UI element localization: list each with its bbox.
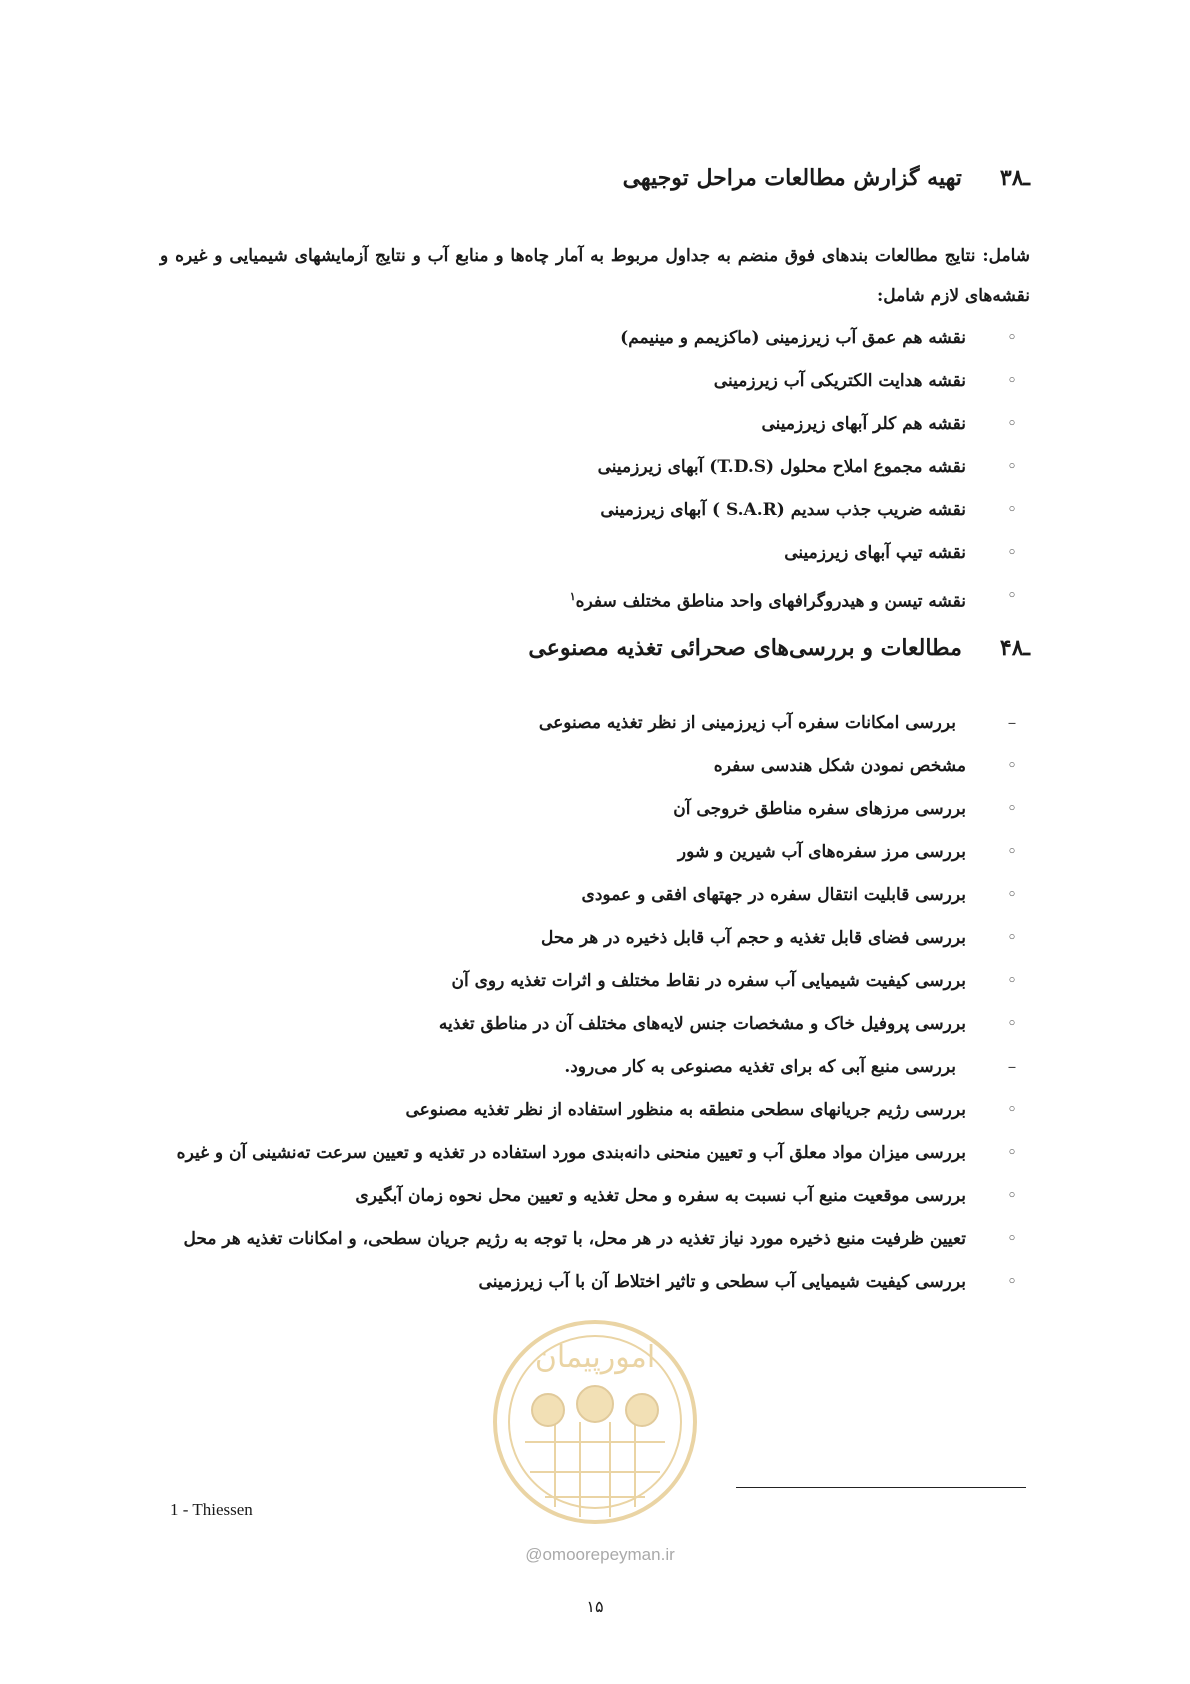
bullet-circle-icon: ◦: [1006, 799, 1018, 819]
section-4-8-heading: [160, 628, 1030, 668]
list-item: ◦ بررسی کیفیت شیمیایی آب سفره در نقاط مختلف و اثرات تغذیه روی آن: [160, 960, 1030, 1003]
list-item: ◦ بررسی مرز سفره‌های آب شیرین و شور: [160, 831, 1030, 874]
bullet-dash-icon: –: [1007, 1057, 1017, 1077]
list-item: ◦ نقشه ضریب جذب سدیم (S.A.R ) آبهای زیرزمینی: [160, 489, 1030, 532]
bullet-circle-icon: ◦: [1006, 371, 1018, 391]
bullet-circle-icon: ◦: [1006, 457, 1018, 477]
list-item: ◦ بررسی رژیم جریانهای سطحی منطقه به منظور استفاده از نظر تغذیه مصنوعی: [160, 1089, 1030, 1132]
bullet-circle-icon: ◦: [1006, 414, 1018, 434]
bullet-circle-icon: ◦: [1006, 928, 1018, 948]
footnote-marker: ۱: [569, 590, 576, 603]
list-item: ◦ بررسی کیفیت شیمیایی آب سطحی و تاثیر اختلاط آن با آب زیرزمینی: [160, 1261, 1030, 1304]
section-3-8-list: [160, 317, 1030, 624]
section-number: ۳ـ۸: [999, 165, 1030, 191]
list-item: – بررسی امکانات سفره آب زیرزمینی از نظر تغذیه مصنوعی: [160, 702, 1030, 745]
bullet-circle-icon: ◦: [1006, 756, 1018, 776]
bullet-circle-icon: ◦: [1006, 500, 1018, 520]
list-item: ◦ بررسی پروفیل خاک و مشخصات جنس لایه‌های مختلف آن در مناطق تغذیه: [160, 1003, 1030, 1046]
bullet-circle-icon: ◦: [1006, 586, 1018, 606]
section-title: تهیه گزارش مطالعات مراحل توجیهی: [622, 165, 962, 191]
bullet-circle-icon: ◦: [1006, 328, 1018, 348]
list-item: ◦ بررسی میزان مواد معلق آب و تعیین منحنی دانه‌بندی مورد استفاده در تغذیه و تعیین سرعت ته‌نشینی آن و غیره: [160, 1132, 1030, 1175]
list-item: ◦ نقشه هدایت الکتریکی آب زیرزمینی: [160, 360, 1030, 403]
list-item: ◦ بررسی مرزهای سفره مناطق خروجی آن: [160, 788, 1030, 831]
watermark-site: @omoorepeyman.ir: [525, 1545, 675, 1564]
bullet-circle-icon: ◦: [1006, 971, 1018, 991]
section-title: مطالعات و بررسی‌های صحرائی تغذیه مصنوعی: [528, 635, 962, 661]
bullet-circle-icon: ◦: [1006, 543, 1018, 563]
watermark-text: امورپیمان: [534, 1340, 656, 1375]
section-number: ۴ـ۸: [999, 635, 1030, 661]
section-3-8-intro: شامل: نتایج مطالعات بندهای فوق منضم به جداول مربوط به آمار چاه‌ها و منابع آب و نتایج آزمایشهای شیمیایی و غیره و نقشه‌های لازم شامل:: [160, 246, 1030, 306]
bullet-circle-icon: ◦: [1006, 1143, 1018, 1163]
bullet-circle-icon: ◦: [1006, 1100, 1018, 1120]
list-item: ◦ بررسی قابلیت انتقال سفره در جهتهای افقی و عمودی: [160, 874, 1030, 917]
list-item: ◦ نقشه مجموع املاح محلول (T.D.S) آبهای زیرزمینی: [160, 446, 1030, 489]
list-item: ◦ نقشه تیسن و هیدروگرافهای واحد مناطق مختلف سفره$^۱$: [160, 575, 1030, 624]
section-4-8-list: [160, 702, 1030, 1304]
list-item: ◦ نقشه هم عمق آب زیرزمینی (ماکزیمم و مینیمم): [160, 317, 1030, 360]
section-3-8-heading: [160, 158, 1030, 198]
footnote-divider: [736, 1487, 1026, 1488]
bullet-circle-icon: ◦: [1006, 842, 1018, 862]
list-item: ◦ نقشه هم کلر آبهای زیرزمینی: [160, 403, 1030, 446]
watermark-logo: [480, 1292, 710, 1552]
list-item: ◦ بررسی فضای قابل تغذیه و حجم آب قابل ذخیره در هر محل: [160, 917, 1030, 960]
list-item: – بررسی منبع آبی که برای تغذیه مصنوعی به کار می‌رود.: [160, 1046, 1030, 1089]
page-number: ۱۵: [586, 1597, 604, 1616]
list-item: ◦ تعیین ظرفیت منبع ذخیره مورد نیاز تغذیه در هر محل، با توجه به رژیم جریان سطحی، و امکانات تغذیه هر محل: [160, 1218, 1030, 1261]
list-item: ◦ مشخص نمودن شکل هندسی سفره: [160, 745, 1030, 788]
bullet-circle-icon: ◦: [1006, 1229, 1018, 1249]
footnote: 1 - Thiessen: [170, 1500, 253, 1519]
list-item: ◦ بررسی موقعیت منبع آب نسبت به سفره و محل تغذیه و تعیین محل نحوه زمان آبگیری: [160, 1175, 1030, 1218]
bullet-circle-icon: ◦: [1006, 1014, 1018, 1034]
bullet-dash-icon: –: [1007, 713, 1017, 733]
list-item: ◦ نقشه تیپ آبهای زیرزمینی: [160, 532, 1030, 575]
bullet-circle-icon: ◦: [1006, 1272, 1018, 1292]
bullet-circle-icon: ◦: [1006, 885, 1018, 905]
bullet-circle-icon: ◦: [1006, 1186, 1018, 1206]
